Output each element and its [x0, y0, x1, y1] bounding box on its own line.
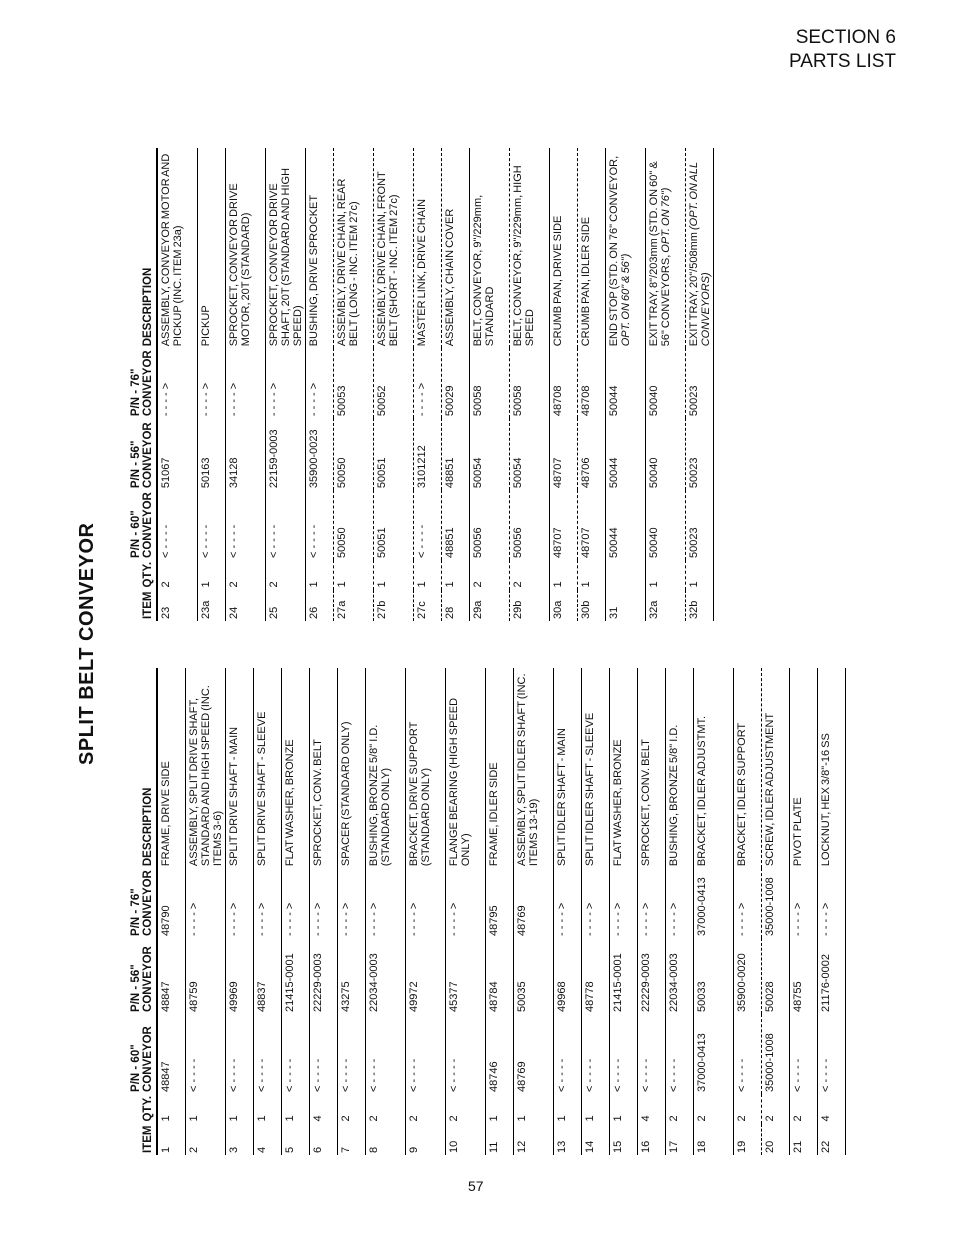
description-cell: EXIT TRAY, 20"/508mm (OPT. ON ALL CONVEYORS)	[686, 148, 714, 348]
qty-cell: 2	[446, 1094, 486, 1124]
pn60-cell: 48746	[486, 1014, 514, 1094]
header-pn76: P/N - 76" CONVEYOR	[130, 348, 157, 418]
pn60-cell: < - - - -	[638, 1014, 666, 1094]
qty-cell: 2	[666, 1094, 694, 1124]
item-cell: 20	[762, 1124, 790, 1155]
pn56-cell: 48778	[582, 938, 610, 1014]
section-number: SECTION 6	[795, 27, 896, 48]
parts-table-right	[130, 148, 714, 621]
description-cell: BRACKET, IDLER ADJUSTMT.	[694, 668, 734, 868]
table-row	[442, 148, 470, 621]
section-title: PARTS LIST	[789, 51, 896, 72]
pn56-cell: 49969	[226, 938, 254, 1014]
pn60-cell: < - - - -	[366, 1014, 406, 1094]
pn60-cell: < - - - -	[446, 1014, 486, 1094]
pn56-cell: 35900-0020	[734, 938, 762, 1014]
header-qty: QTY.	[130, 560, 157, 590]
description-cell: ASSEMBLY, DRIVE CHAIN, REAR BELT (LONG - INC. ITEM 27c)	[334, 148, 374, 348]
pn56-cell: 21415-0001	[282, 938, 310, 1014]
item-cell: 23	[157, 590, 198, 621]
item-cell: 16	[638, 1124, 666, 1155]
parts-table-left	[130, 668, 846, 1155]
qty-cell: 2	[734, 1094, 762, 1124]
qty-cell: 2	[790, 1094, 818, 1124]
qty-cell: 1	[554, 1094, 582, 1124]
pn60-cell: 37000-0413	[694, 1014, 734, 1094]
header-pn60: P/N - 60" CONVEYOR	[130, 490, 157, 560]
table-row	[157, 148, 198, 621]
description-cell: SPLIT DRIVE SHAFT - SLEEVE	[254, 668, 282, 868]
pn76-cell: - - - - >	[266, 348, 306, 418]
pn60-cell: < - - - -	[790, 1014, 818, 1094]
item-cell: 14	[582, 1124, 610, 1155]
qty-cell: 1	[414, 560, 442, 590]
pn60-cell: 50056	[470, 490, 510, 560]
pn56-cell: 51067	[157, 418, 198, 490]
item-cell: 9	[406, 1124, 446, 1155]
pn60-cell: 48851	[442, 490, 470, 560]
pn60-cell: 50040	[646, 490, 686, 560]
pn76-cell: - - - - >	[582, 868, 610, 938]
table-row	[646, 148, 686, 621]
description-cell: EXIT TRAY, 8"/203mm (STD. ON 60" & 56" CONVEYORS, OPT. ON 76")	[646, 148, 686, 348]
pn60-cell: < - - - -	[582, 1014, 610, 1094]
pn76-cell: 35000-1008	[762, 868, 790, 938]
table-row	[606, 148, 646, 621]
table-row	[470, 148, 510, 621]
pn76-cell: 50023	[686, 348, 714, 418]
description-cell: BELT, CONVEYOR, 9"/229mm, HIGH SPEED	[510, 148, 550, 348]
qty-cell: 4	[818, 1094, 846, 1124]
pn60-cell: 48769	[514, 1014, 554, 1094]
page-number: 57	[468, 1178, 484, 1194]
item-cell: 2	[186, 1124, 226, 1155]
table-row	[818, 668, 846, 1155]
description-cell: CRUMB PAN, IDLER SIDE	[578, 148, 606, 348]
qty-cell: 1	[226, 1094, 254, 1124]
table-row	[186, 668, 226, 1155]
pn76-cell: 48708	[578, 348, 606, 418]
description-cell: SPLIT IDLER SHAFT - MAIN	[554, 668, 582, 868]
pn76-cell: - - - - >	[366, 868, 406, 938]
table-row	[578, 148, 606, 621]
pn60-cell: < - - - -	[734, 1014, 762, 1094]
description-cell: SCREW, IDLER ADJUSTMENT	[762, 668, 790, 868]
table-row	[306, 148, 334, 621]
pn56-cell: 48759	[186, 938, 226, 1014]
pn56-cell: 22229-0003	[310, 938, 338, 1014]
item-cell: 25	[266, 590, 306, 621]
table-row	[374, 148, 414, 621]
item-cell: 29b	[510, 590, 550, 621]
pn56-cell: 50051	[374, 418, 414, 490]
table-row	[550, 148, 578, 621]
pn76-cell: - - - - >	[610, 868, 638, 938]
description-cell: PICKUP	[198, 148, 226, 348]
pn60-cell: 50051	[374, 490, 414, 560]
pn56-cell: 48837	[254, 938, 282, 1014]
pn76-cell: - - - - >	[666, 868, 694, 938]
pn76-cell: - - - - >	[790, 868, 818, 938]
qty-cell: 2	[266, 560, 306, 590]
pn56-cell: 50040	[646, 418, 686, 490]
pn60-cell: < - - - -	[157, 490, 198, 560]
table-row	[157, 668, 186, 1155]
header-description: DESCRIPTION	[130, 668, 157, 868]
description-cell: SPROCKET, CONVEYOR DRIVE MOTOR, 20T (STANDARD)	[226, 148, 266, 348]
pn60-cell: 35000-1008	[762, 1014, 790, 1094]
table-row	[510, 148, 550, 621]
qty-cell: 1	[186, 1094, 226, 1124]
item-cell: 27b	[374, 590, 414, 621]
description-cell: FLAT WASHER, BRONZE	[282, 668, 310, 868]
pn60-cell: < - - - -	[186, 1014, 226, 1094]
pn76-cell: 50029	[442, 348, 470, 418]
description-cell: SPROCKET, CONVEYOR DRIVE SHAFT, 20T (STANDARD AND HIGH SPEED)	[266, 148, 306, 348]
document-title: SPLIT BELT CONVEYOR	[76, 522, 98, 765]
qty-cell: 1	[282, 1094, 310, 1124]
table-row	[266, 148, 306, 621]
item-cell: 1	[157, 1124, 186, 1155]
header-item: ITEM	[130, 1124, 157, 1155]
item-cell: 10	[446, 1124, 486, 1155]
table-row	[366, 668, 406, 1155]
pn56-cell: 48847	[157, 938, 186, 1014]
item-cell: 26	[306, 590, 334, 621]
table-row	[338, 668, 366, 1155]
pn56-cell: 50054	[470, 418, 510, 490]
item-cell: 30b	[578, 590, 606, 621]
pn56-cell: 21176-0002	[818, 938, 846, 1014]
table-row	[254, 668, 282, 1155]
table-row	[406, 668, 446, 1155]
table-row	[734, 668, 762, 1155]
table-row	[334, 148, 374, 621]
pn76-cell: 48769	[514, 868, 554, 938]
description-cell: SPROCKET, CONV. BELT	[638, 668, 666, 868]
qty-cell: 1	[550, 560, 578, 590]
table-row	[446, 668, 486, 1155]
pn56-cell: 50163	[198, 418, 226, 490]
table-row	[666, 668, 694, 1155]
item-cell: 5	[282, 1124, 310, 1155]
item-cell: 29a	[470, 590, 510, 621]
description-cell: ASSEMBLY, SPLIT DRIVE SHAFT, STANDARD AND HIGH SPEED (INC. ITEMS 3-6)	[186, 668, 226, 868]
item-cell: 17	[666, 1124, 694, 1155]
table-row	[198, 148, 226, 621]
pn56-cell: 49972	[406, 938, 446, 1014]
pn60-cell: < - - - -	[414, 490, 442, 560]
pn60-cell: < - - - -	[254, 1014, 282, 1094]
description-cell: ASSEMBLY, DRIVE CHAIN, FRONT BELT (SHORT - INC. ITEM 27c)	[374, 148, 414, 348]
item-cell: 3	[226, 1124, 254, 1155]
pn60-cell: 48707	[550, 490, 578, 560]
description-cell: ASSEMBLY, CONVEYOR MOTOR AND PICKUP (INC. ITEM 23a)	[157, 148, 198, 348]
pn76-cell: 50052	[374, 348, 414, 418]
item-cell: 13	[554, 1124, 582, 1155]
pn56-cell: 48851	[442, 418, 470, 490]
description-cell: SPROCKET, CONV. BELT	[310, 668, 338, 868]
qty-cell: 2	[226, 560, 266, 590]
parts-rows-right	[157, 148, 714, 621]
item-cell: 12	[514, 1124, 554, 1155]
table-row	[226, 668, 254, 1155]
pn56-cell: 50033	[694, 938, 734, 1014]
qty-cell: 1	[578, 560, 606, 590]
pn56-cell: 34128	[226, 418, 266, 490]
pn60-cell: 50023	[686, 490, 714, 560]
pn56-cell: 48784	[486, 938, 514, 1014]
pn76-cell: 48708	[550, 348, 578, 418]
item-cell: 8	[366, 1124, 406, 1155]
item-cell: 27a	[334, 590, 374, 621]
pn56-cell: 50044	[606, 418, 646, 490]
description-cell: ASSEMBLY, SPLIT IDLER SHAFT (INC. ITEMS 13-19)	[514, 668, 554, 868]
parts-rows-left	[157, 668, 846, 1155]
qty-cell: 1	[306, 560, 334, 590]
description-cell: BUSHING, BRONZE 5/8" I.D.	[666, 668, 694, 868]
pn76-cell: - - - - >	[554, 868, 582, 938]
header-pn56: P/N - 56" CONVEYOR	[130, 418, 157, 490]
header-pn56: P/N - 56" CONVEYOR	[130, 938, 157, 1014]
description-cell: SPLIT IDLER SHAFT - SLEEVE	[582, 668, 610, 868]
qty-cell: 1	[582, 1094, 610, 1124]
item-cell: 32a	[646, 590, 686, 621]
item-cell: 19	[734, 1124, 762, 1155]
pn60-cell: < - - - -	[554, 1014, 582, 1094]
pn76-cell: 48790	[157, 868, 186, 938]
header-description: DESCRIPTION	[130, 148, 157, 348]
pn76-cell: 50058	[510, 348, 550, 418]
pn60-cell: 50044	[606, 490, 646, 560]
pn76-cell: - - - - >	[406, 868, 446, 938]
description-option-note: OPT. ON 76")	[660, 187, 672, 253]
qty-cell: 2	[157, 560, 198, 590]
qty-cell: 1	[442, 560, 470, 590]
pn56-cell: 50028	[762, 938, 790, 1014]
pn56-cell: 48755	[790, 938, 818, 1014]
description-cell: BUSHING, DRIVE SPROCKET	[306, 148, 334, 348]
description-cell: END STOP (STD. ON 76" CONVEYOR, OPT. ON 60" & 56")	[606, 148, 646, 348]
qty-cell: 2	[694, 1094, 734, 1124]
pn60-cell: < - - - -	[198, 490, 226, 560]
pn60-cell: < - - - -	[226, 490, 266, 560]
qty-cell: 1	[198, 560, 226, 590]
qty-cell: 1	[254, 1094, 282, 1124]
pn76-cell: 37000-0413	[694, 868, 734, 938]
table-row	[686, 148, 714, 621]
pn76-cell: - - - - >	[446, 868, 486, 938]
table-row	[486, 668, 514, 1155]
pn56-cell: 49968	[554, 938, 582, 1014]
description-option-note: (OPT. ON ALL CONVEYORS)	[688, 162, 712, 347]
table-row	[414, 148, 442, 621]
pn60-cell: < - - - -	[282, 1014, 310, 1094]
pn76-cell: - - - - >	[818, 868, 846, 938]
qty-cell: 1	[374, 560, 414, 590]
pn60-cell: 48847	[157, 1014, 186, 1094]
pn76-cell: - - - - >	[306, 348, 334, 418]
pn60-cell: 48707	[578, 490, 606, 560]
table-row	[610, 668, 638, 1155]
item-cell: 21	[790, 1124, 818, 1155]
qty-cell: 1	[157, 1094, 186, 1124]
pn56-cell: 22034-0003	[366, 938, 406, 1014]
item-cell: 30a	[550, 590, 578, 621]
pn56-cell: 43275	[338, 938, 366, 1014]
description-cell: FLANGE BEARING (HIGH SPEED ONLY)	[446, 668, 486, 868]
pn60-cell: < - - - -	[226, 1014, 254, 1094]
pn76-cell: 50040	[646, 348, 686, 418]
pn56-cell: 50054	[510, 418, 550, 490]
qty-cell: 4	[638, 1094, 666, 1124]
item-cell: 7	[338, 1124, 366, 1155]
pn76-cell: - - - - >	[638, 868, 666, 938]
qty-cell: 2	[406, 1094, 446, 1124]
table-row	[638, 668, 666, 1155]
pn76-cell: 50053	[334, 348, 374, 418]
table-header-row	[130, 148, 157, 621]
pn60-cell: < - - - -	[306, 490, 334, 560]
item-cell: 27c	[414, 590, 442, 621]
pn60-cell: < - - - -	[610, 1014, 638, 1094]
table-header-row	[130, 668, 157, 1155]
table-row	[554, 668, 582, 1155]
table-row	[694, 668, 734, 1155]
description-cell: LOCKNUT, HEX 3/8"-16 SS	[818, 668, 846, 868]
header-pn76: P/N - 76" CONVEYOR	[130, 868, 157, 938]
description-cell: FRAME, DRIVE SIDE	[157, 668, 186, 868]
pn76-cell: - - - - >	[310, 868, 338, 938]
item-cell: 6	[310, 1124, 338, 1155]
pn60-cell: < - - - -	[666, 1014, 694, 1094]
pn56-cell: 22034-0003	[666, 938, 694, 1014]
pn60-cell: < - - - -	[406, 1014, 446, 1094]
pn76-cell: - - - - >	[282, 868, 310, 938]
item-cell: 24	[226, 590, 266, 621]
header-item: ITEM	[130, 590, 157, 621]
qty-cell: 1	[514, 1094, 554, 1124]
pn56-cell: 45377	[446, 938, 486, 1014]
pn76-cell: - - - - >	[226, 348, 266, 418]
table-row	[226, 148, 266, 621]
pn60-cell: < - - - -	[310, 1014, 338, 1094]
pn56-cell: 48706	[578, 418, 606, 490]
pn76-cell: - - - - >	[734, 868, 762, 938]
pn76-cell: 48795	[486, 868, 514, 938]
qty-cell: 4	[310, 1094, 338, 1124]
pn76-cell: 50044	[606, 348, 646, 418]
qty-cell: 2	[366, 1094, 406, 1124]
pn56-cell: 50050	[334, 418, 374, 490]
pn56-cell: 3101212	[414, 418, 442, 490]
pn56-cell: 48707	[550, 418, 578, 490]
description-option-note: OPT. ON 60" & 56")	[620, 253, 632, 347]
description-cell: SPLIT DRIVE SHAFT - MAIN	[226, 668, 254, 868]
pn60-cell: 50056	[510, 490, 550, 560]
qty-cell: 1	[486, 1094, 514, 1124]
qty-cell: 1	[334, 560, 374, 590]
pn60-cell: 50050	[334, 490, 374, 560]
description-cell: PIVOT PLATE	[790, 668, 818, 868]
item-cell: 23a	[198, 590, 226, 621]
pn76-cell: 50058	[470, 348, 510, 418]
pn60-cell: < - - - -	[338, 1014, 366, 1094]
item-cell: 22	[818, 1124, 846, 1155]
description-cell: BUSHING, BRONZE 5/8" I.D. (STANDARD ONLY)	[366, 668, 406, 868]
header-qty: QTY.	[130, 1094, 157, 1124]
pn60-cell: < - - - -	[818, 1014, 846, 1094]
pn56-cell: 22159-0003	[266, 418, 306, 490]
description-cell: FRAME, IDLER SIDE	[486, 668, 514, 868]
description-cell: ASSEMBLY, CHAIN COVER	[442, 148, 470, 348]
item-cell: 28	[442, 590, 470, 621]
description-cell: CRUMB PAN, DRIVE SIDE	[550, 148, 578, 348]
item-cell: 32b	[686, 590, 714, 621]
qty-cell: 2	[510, 560, 550, 590]
pn76-cell: - - - - >	[157, 348, 198, 418]
pn76-cell: - - - - >	[414, 348, 442, 418]
qty-cell: 1	[646, 560, 686, 590]
description-cell: SPACER (STANDARD ONLY)	[338, 668, 366, 868]
pn76-cell: - - - - >	[186, 868, 226, 938]
pn56-cell: 22229-0003	[638, 938, 666, 1014]
table-row	[514, 668, 554, 1155]
pn76-cell: - - - - >	[226, 868, 254, 938]
qty-cell: 2	[338, 1094, 366, 1124]
description-cell: BRACKET, DRIVE SUPPORT (STANDARD ONLY)	[406, 668, 446, 868]
pn56-cell: 35900-0023	[306, 418, 334, 490]
item-cell: 4	[254, 1124, 282, 1155]
table-row	[282, 668, 310, 1155]
qty-cell	[606, 560, 646, 590]
table-row	[582, 668, 610, 1155]
description-cell: MASTER LINK, DRIVE CHAIN	[414, 148, 442, 348]
description-cell: BELT, CONVEYOR, 9"/229mm, STANDARD	[470, 148, 510, 348]
item-cell: 31	[606, 590, 646, 621]
qty-cell: 2	[470, 560, 510, 590]
pn56-cell: 50035	[514, 938, 554, 1014]
pn76-cell: - - - - >	[254, 868, 282, 938]
qty-cell: 2	[762, 1094, 790, 1124]
header-pn60: P/N - 60" CONVEYOR	[130, 1014, 157, 1094]
table-row	[790, 668, 818, 1155]
item-cell: 18	[694, 1124, 734, 1155]
pn56-cell: 21415-0001	[610, 938, 638, 1014]
pn56-cell: 50023	[686, 418, 714, 490]
item-cell: 11	[486, 1124, 514, 1155]
table-row	[762, 668, 790, 1155]
pn76-cell: - - - - >	[338, 868, 366, 938]
description-cell: FLAT WASHER, BRONZE	[610, 668, 638, 868]
pn76-cell: - - - - >	[198, 348, 226, 418]
item-cell: 15	[610, 1124, 638, 1155]
qty-cell: 1	[610, 1094, 638, 1124]
qty-cell: 1	[686, 560, 714, 590]
table-row	[310, 668, 338, 1155]
pn60-cell: < - - - -	[266, 490, 306, 560]
description-cell: BRACKET, IDLER SUPPORT	[734, 668, 762, 868]
